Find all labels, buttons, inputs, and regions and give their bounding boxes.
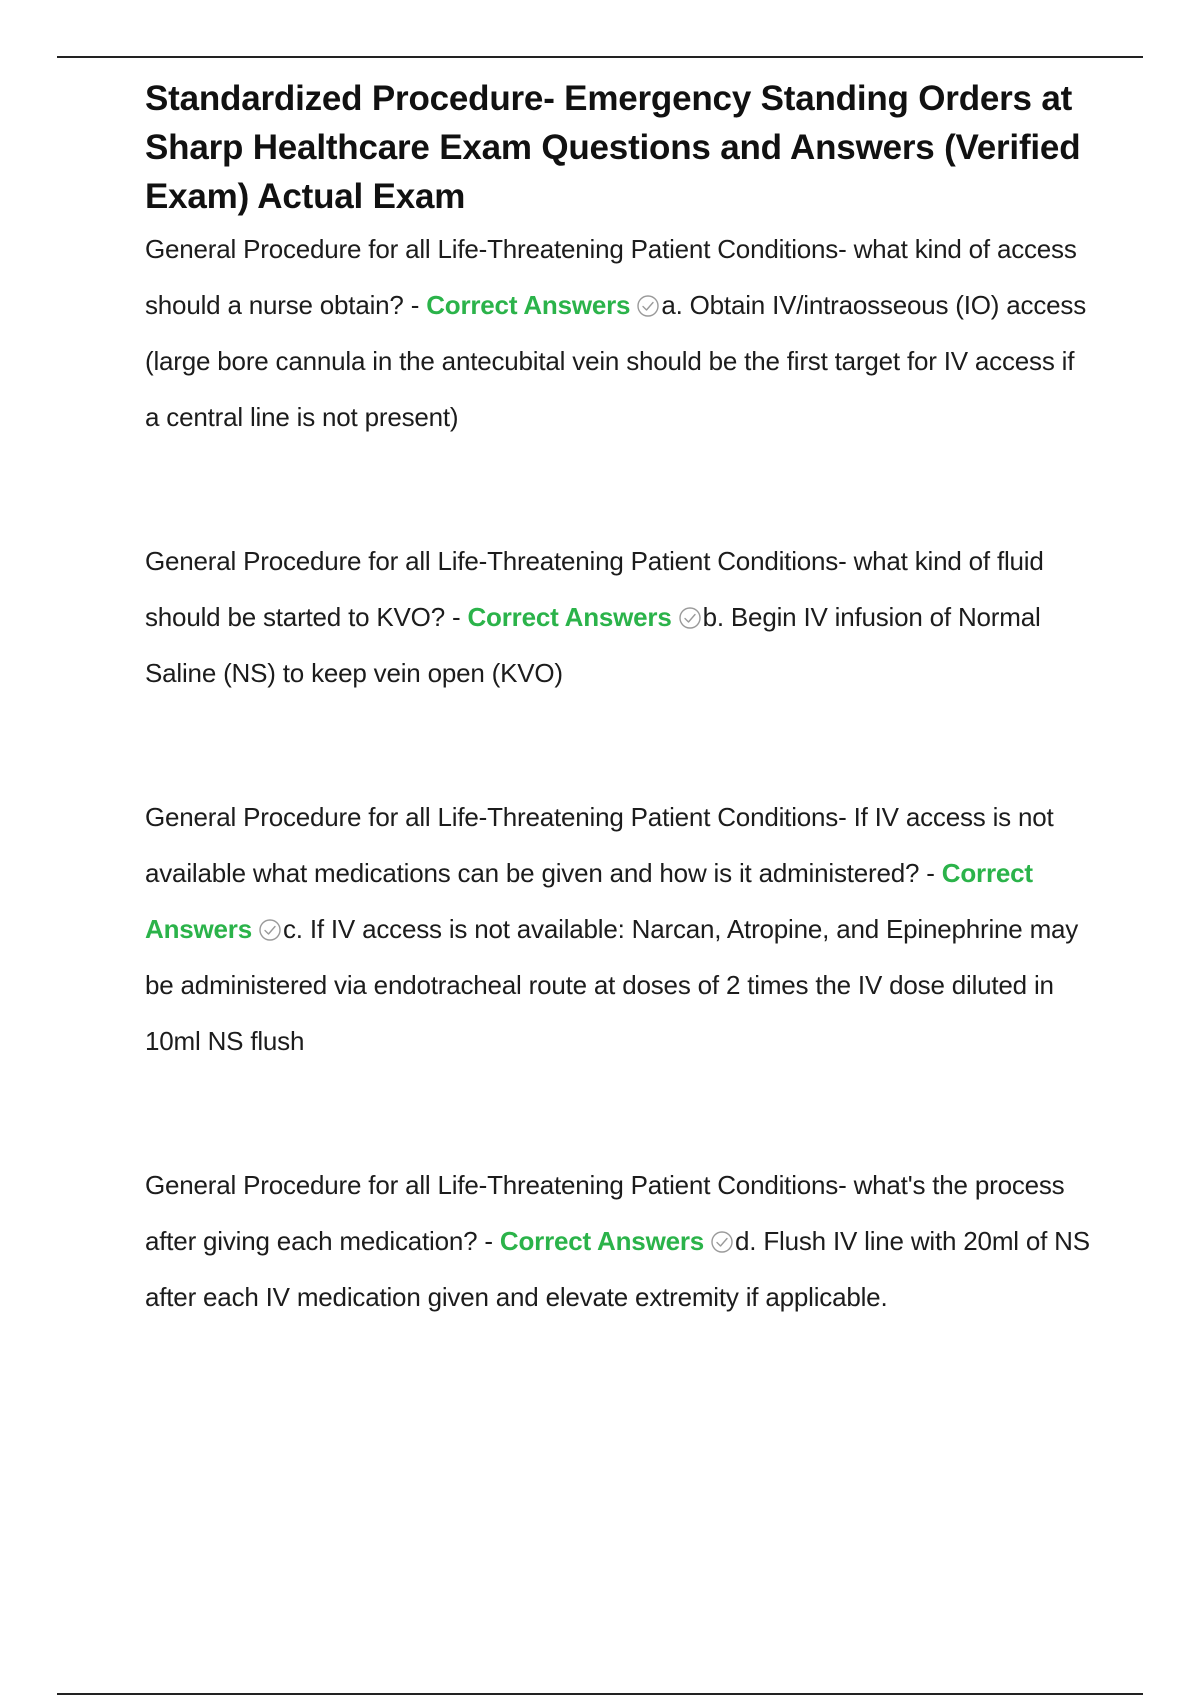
bottom-divider — [57, 1693, 1143, 1695]
answer-text: b. Begin IV infusion of Normal Saline (NS) to keep vein open (KVO) — [145, 602, 1041, 688]
qa-item — [145, 1157, 1095, 1325]
check-circle-icon — [636, 294, 660, 318]
check-circle-icon — [678, 606, 702, 630]
document-title: Standardized Procedure- Emergency Standing Orders at Sharp Healthcare Exam Questions and Answers (Verified Exam) Actual Exam — [145, 79, 1081, 216]
question-text: General Procedure for all Life-Threatening Patient Conditions- what's the process after giving each medication? - — [145, 1170, 1065, 1256]
question-text: General Procedure for all Life-Threatening Patient Conditions- what kind of access should a nurse obtain? - — [145, 234, 1077, 320]
correct-answers-label: Correct Answers — [426, 290, 631, 320]
qa-item — [145, 533, 1095, 701]
check-circle-icon — [710, 1230, 734, 1254]
document-body — [145, 74, 1095, 1325]
answer-text: a. Obtain IV/intraosseous (IO) access (large bore cannula in the antecubital vein should be the first target for IV access if a central line is not present) — [145, 290, 1087, 432]
qa-item — [145, 221, 1095, 445]
question-text: General Procedure for all Life-Threatening Patient Conditions- what kind of fluid should be started to KVO? - — [145, 546, 1044, 632]
question-text: General Procedure for all Life-Threatening Patient Conditions- If IV access is not available what medications can be given and how is it administered? - — [145, 802, 1054, 888]
answer-text: c. If IV access is not available: Narcan, Atropine, and Epinephrine may be administered via endotracheal route at doses of 2 times the IV dose diluted in 10ml NS flush — [145, 914, 1079, 1056]
top-divider — [57, 56, 1143, 58]
check-circle-icon — [258, 918, 282, 942]
correct-answers-label: Correct Answers — [145, 858, 1033, 944]
correct-answers-label: Correct Answers — [499, 1226, 705, 1256]
correct-answers-label: Correct Answers — [467, 602, 672, 632]
answer-text: d. Flush IV line with 20ml of NS after each IV medication given and elevate extremity if applicable. — [145, 1226, 1090, 1312]
qa-item — [145, 789, 1095, 1069]
